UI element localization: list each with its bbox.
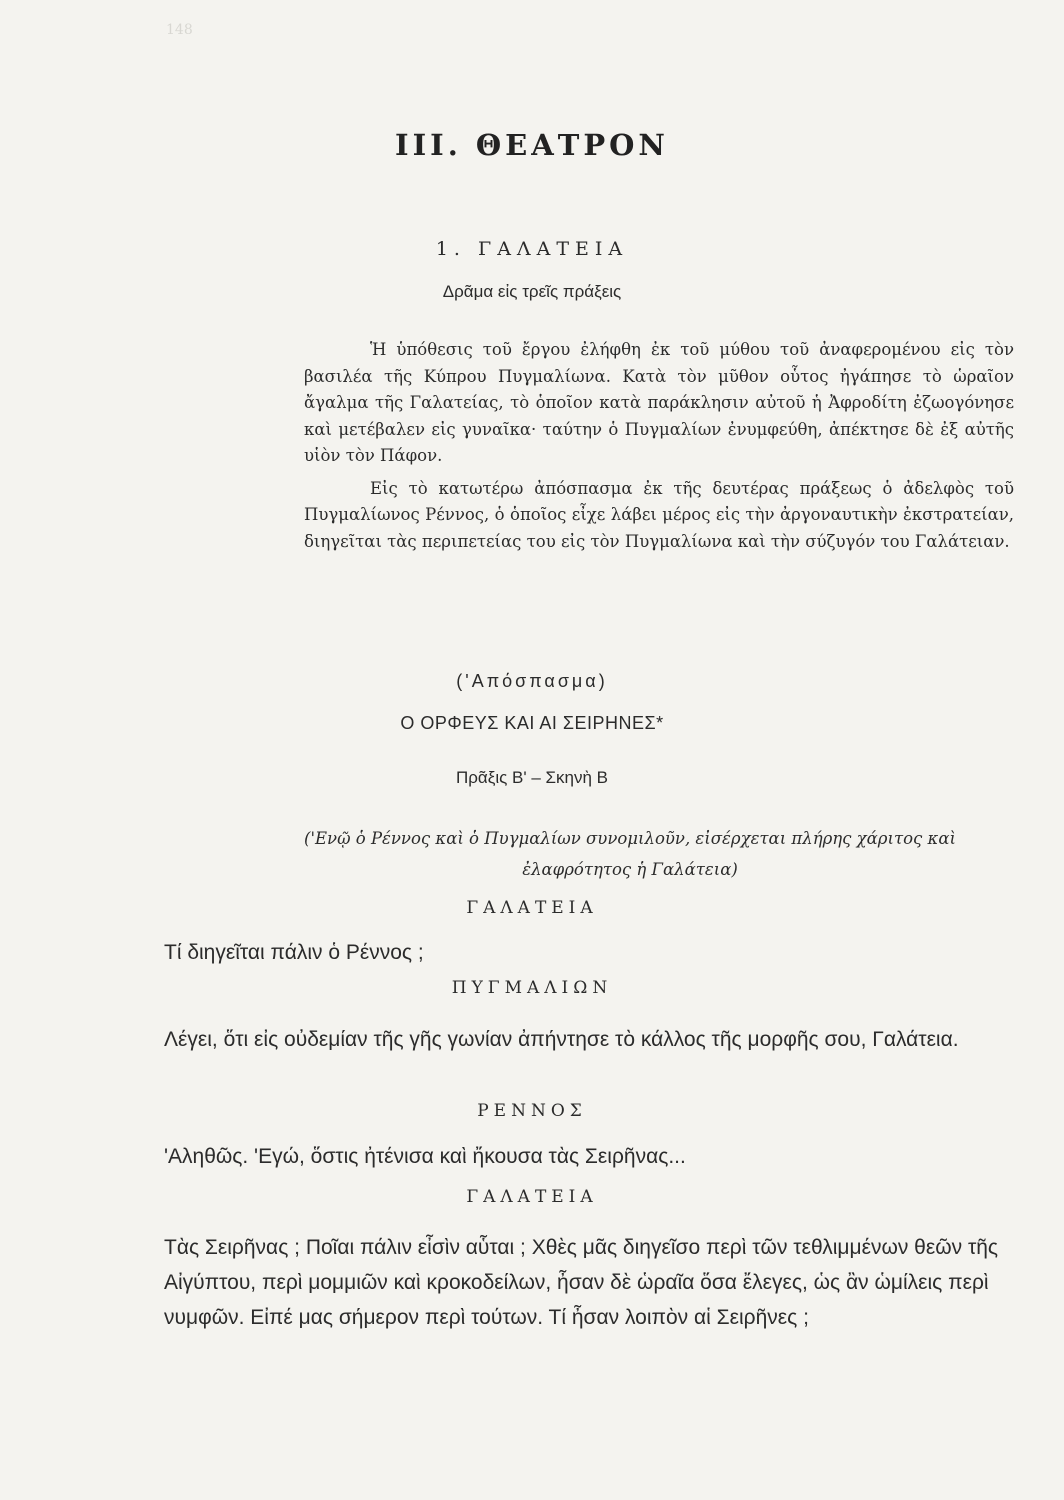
intro-text — [304, 337, 1014, 555]
speaker-name: ΓΑΛΑΤΕΙΑ — [466, 898, 598, 918]
speaker-name: ΡΕΝΝΟΣ — [477, 1101, 587, 1121]
intro-paragraph: Ἡ ὑπόθεσις τοῦ ἔργου ἐλήφθη ἐκ τοῦ μύθου τοῦ ἀναφερομένου εἰς τὸν βασιλέα τῆς Κύπρου Πυγμαλίωνα. Κατὰ τὸν μῦθον οὗτος ἠγάπησε τὸ ὡραῖον ἄγαλμα τῆς Γαλατείας, τὸ ὁποῖον κατὰ παράκλησιν αὐτοῦ ἡ Ἀφροδίτη ἐζωογόνησε καὶ μετέβαλεν εἰς γυναῖκα· ταύτην ὁ Πυγμαλίων ἐνυμφεύθη, ἀπέκτησε δὲ ἐξ αὐτῆς υἱὸν τὸν Πάφον. — [304, 340, 1014, 465]
act-scene: Πρᾶξις Β' – Σκηνὴ Β — [455, 768, 609, 787]
chapter-title: III. ΘΕΑΤΡΟΝ — [395, 128, 669, 162]
page-number: 148 — [166, 22, 193, 38]
play-title: 1. ΓΑΛΑΤΕΙΑ — [435, 238, 629, 260]
stage-direction: ('Ενῷ ὁ Ρέννος καὶ ὁ Πυγμαλίων συνομιλοῦν, εἰσέρχεται πλήρης χάριτος καὶ ἐλαφρότητος ἡ Γαλάτεια) — [304, 829, 956, 879]
speaker-name: ΓΑΛΑΤΕΙΑ — [466, 1187, 598, 1207]
dialogue-line: 'Αληθῶς. 'Εγώ, ὅστις ἠτένισα καὶ ἤκουσα τὰς Σειρῆνας... — [164, 1145, 686, 1168]
speaker-name: ΠΥΓΜΑΛΙΩΝ — [451, 978, 613, 998]
dialogue-line: Τί διηγεῖται πάλιν ὁ Ρέννος ; — [164, 941, 424, 964]
dialogue-line: Τὰς Σειρῆνας ; Ποῖαι πάλιν εἶσὶν αὗται ; Χθὲς μᾶς διηγεῖσο περὶ τῶν τεθλιμμένων θεῶν τῆς Αἰγύπτου, περὶ μομμιῶν καὶ κροκοδείλων, ἦσαν δὲ ὡραῖα ὅσα ἔλεγες, ὡς ἂν ὡμίλεις περὶ νυμφῶν. Εἰπέ μας σήμερον περὶ τούτων. Τί ἦσαν λοιπὸν αἱ Σειρῆνες ; — [164, 1236, 999, 1329]
dialogue-line: Λέγει, ὅτι εἰς οὐδεμίαν τῆς γῆς γωνίαν ἀπήντησε τὸ κάλλος τῆς μορφῆς σου, Γαλάτεια. — [164, 1028, 959, 1051]
intro-paragraph: Εἰς τὸ κατωτέρω ἀπόσπασμα ἐκ τῆς δευτέρας πράξεως ὁ ἀδελφὸς τοῦ Πυγμαλίωνος Ρέννος, ὁ ὁποῖος εἶχε λάβει μέρος εἰς τὴν ἀργοναυτικὴν ἐκστρατείαν, διηγεῖται τὰς περιπετείας του εἰς τὸν Πυγμαλίωνα καὶ τὴν σύζυγόν του Γαλάτειαν. — [304, 478, 1014, 551]
play-subtitle: Δρᾶμα εἰς τρεῖς πράξεις — [442, 282, 622, 301]
excerpt-heading: Ο ΟΡΦΕΥΣ ΚΑΙ ΑΙ ΣΕΙΡΗΝΕΣ* — [400, 713, 664, 733]
excerpt-label: ('Απόσπασμα) — [456, 671, 608, 691]
